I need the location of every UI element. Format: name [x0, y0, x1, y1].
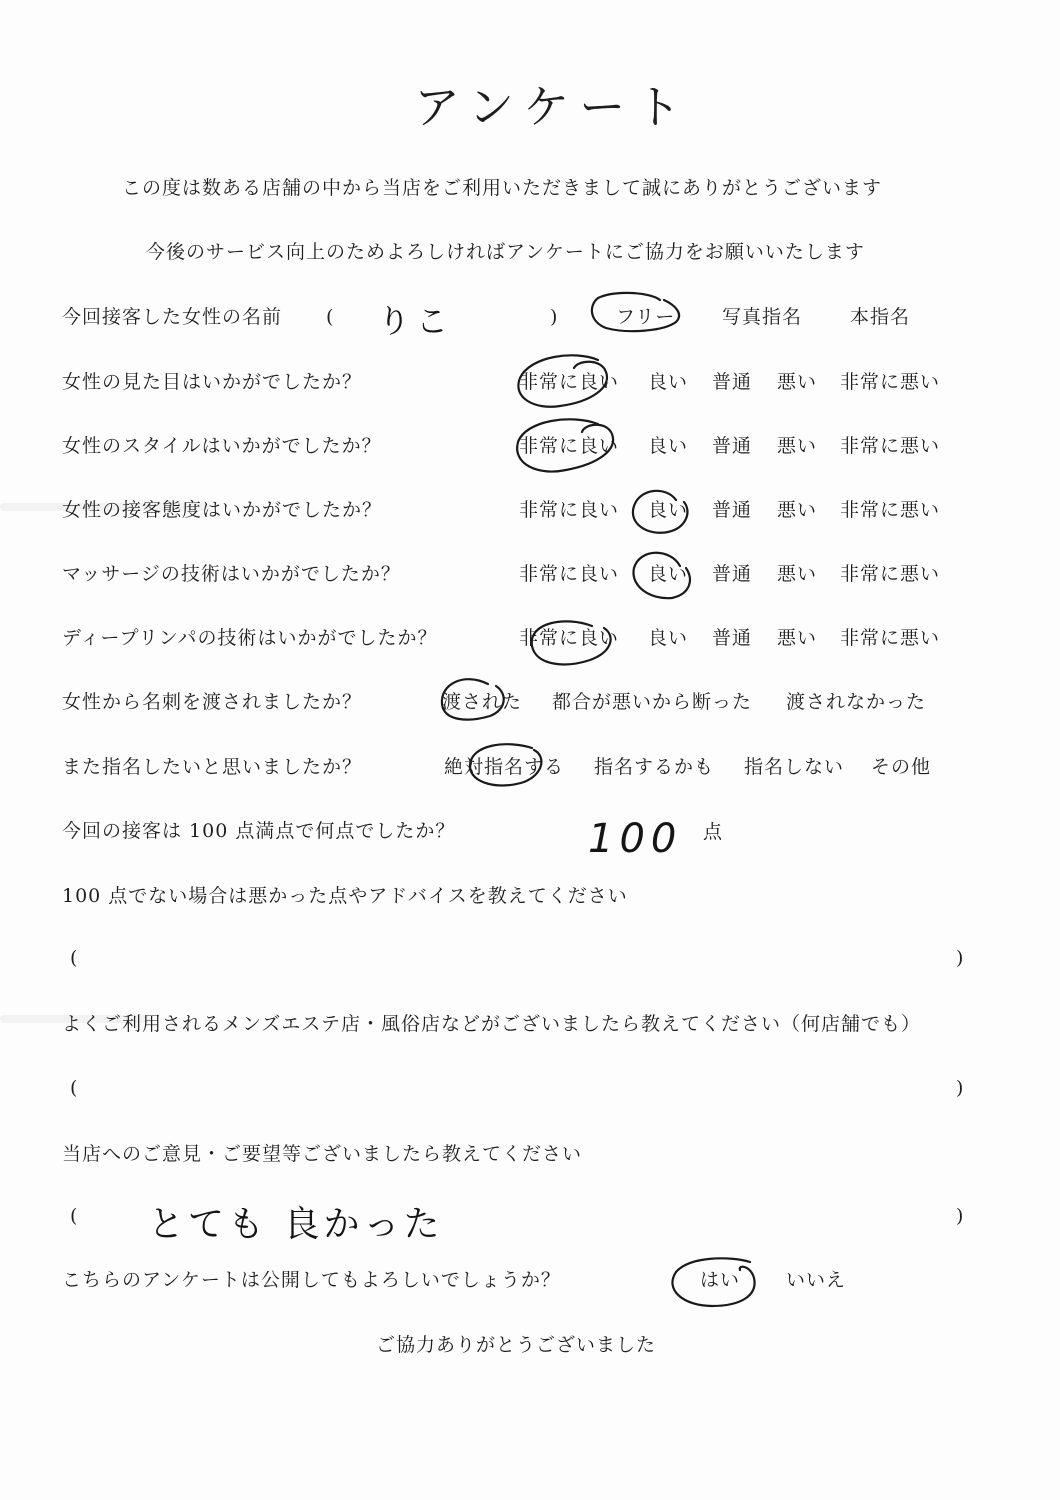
stores-close-paren: ): [956, 1077, 965, 1099]
opinion-answer[interactable]: とても 良かった: [148, 1204, 444, 1245]
name-open-paren: (: [326, 306, 335, 328]
selection-circle: [633, 491, 688, 533]
rating-option[interactable]: 非常に悪い: [840, 499, 941, 521]
card-option[interactable]: 渡されなかった: [786, 691, 927, 713]
card-option[interactable]: 都合が悪いから断った: [552, 691, 753, 713]
rating-option[interactable]: 非常に悪い: [840, 627, 941, 649]
intro-line-1: この度は数ある店舗の中から当店をご利用いただきまして誠にありがとうございます: [122, 177, 883, 199]
nomination-option[interactable]: 写真指名: [722, 306, 803, 328]
card-question-label: 女性から名刺を渡されましたか？: [62, 691, 363, 713]
name-close-paren: ): [550, 306, 559, 328]
publish-option[interactable]: はい: [700, 1269, 741, 1291]
advice-question-label: 100 点でない場合は悪かった点やアドバイスを教えてください: [62, 885, 628, 907]
repeat-option[interactable]: 絶対指名する: [444, 756, 565, 778]
rating-option[interactable]: 普通: [712, 371, 753, 393]
advice-close-paren: ): [956, 947, 965, 969]
stores-open-paren: (: [70, 1077, 79, 1099]
rating-option[interactable]: 非常に良い: [519, 435, 620, 457]
rating-option[interactable]: 普通: [712, 627, 753, 649]
selection-circle: [633, 553, 689, 598]
rating-option[interactable]: 良い: [648, 627, 689, 649]
rating-option[interactable]: 普通: [712, 563, 753, 585]
rating-option[interactable]: 非常に悪い: [840, 371, 941, 393]
score-answer[interactable]: 100: [588, 816, 683, 862]
rating-option[interactable]: 悪い: [777, 563, 818, 585]
repeat-option[interactable]: 指名しない: [744, 756, 845, 778]
rating-option[interactable]: 良い: [648, 563, 689, 585]
rating-question-label: 女性の接客態度はいかがでしたか？: [62, 499, 383, 521]
rating-question-label: 女性の見た目はいかがでしたか？: [62, 371, 363, 393]
rating-option[interactable]: 悪い: [777, 627, 818, 649]
rating-option[interactable]: 悪い: [777, 499, 818, 521]
closing-message: ご協力ありがとうございました: [376, 1334, 657, 1356]
publish-question-label: こちらのアンケートは公開してもよろしいでしょうか？: [62, 1269, 561, 1291]
rating-option[interactable]: 非常に良い: [519, 627, 620, 649]
selection-circle: [518, 355, 607, 406]
selection-circle: [442, 679, 504, 719]
rating-option[interactable]: 非常に良い: [519, 499, 620, 521]
publish-option[interactable]: いいえ: [786, 1269, 847, 1291]
page-title: アンケート: [414, 80, 692, 134]
rating-option[interactable]: 非常に悪い: [840, 563, 941, 585]
name-answer[interactable]: りこ: [378, 302, 455, 340]
selection-circle: [517, 419, 613, 471]
rating-option[interactable]: 良い: [648, 435, 689, 457]
nomination-option[interactable]: 本指名: [850, 306, 911, 328]
name-question-label: 今回接客した女性の名前: [62, 306, 283, 328]
rating-option[interactable]: 悪い: [777, 371, 818, 393]
repeat-question-label: また指名したいと思いましたか？: [62, 756, 363, 778]
rating-option[interactable]: 良い: [648, 499, 689, 521]
rating-option[interactable]: 悪い: [777, 435, 818, 457]
selection-circle: [672, 1258, 754, 1306]
rating-question-label: 女性のスタイルはいかがでしたか？: [62, 435, 382, 457]
rating-question-label: ディープリンパの技術はいかがでしたか？: [62, 627, 438, 649]
advice-open-paren: (: [70, 947, 79, 969]
rating-question-label: マッサージの技術はいかがでしたか？: [62, 563, 401, 585]
repeat-option[interactable]: その他: [871, 756, 932, 778]
score-unit: 点: [703, 821, 724, 843]
rating-option[interactable]: 普通: [712, 435, 753, 457]
rating-option[interactable]: 非常に良い: [519, 371, 620, 393]
nomination-option[interactable]: フリー: [616, 306, 676, 328]
selection-circle: [470, 744, 541, 785]
rating-option[interactable]: 非常に悪い: [840, 435, 941, 457]
rating-option[interactable]: 良い: [648, 371, 689, 393]
opinion-close-paren: ): [956, 1205, 965, 1227]
repeat-option[interactable]: 指名するかも: [594, 756, 715, 778]
card-option[interactable]: 渡された: [442, 691, 523, 713]
opinion-question-label: 当店へのご意見・ご要望等ございましたら教えてください: [62, 1143, 583, 1165]
selection-circle: [532, 621, 611, 664]
score-question-label: 今回の接客は 100 点満点で何点でしたか？: [62, 820, 456, 842]
selection-circle: [592, 293, 679, 331]
intro-line-2: 今後のサービス向上のためよろしければアンケートにご協力をお願いいたします: [146, 241, 865, 263]
rating-option[interactable]: 普通: [712, 499, 753, 521]
opinion-open-paren: (: [70, 1205, 79, 1227]
rating-option[interactable]: 非常に良い: [519, 563, 620, 585]
stores-question-label: よくご利用されるメンズエステ店・風俗店などがございましたら教えてください（何店舗でも）: [62, 1013, 922, 1035]
